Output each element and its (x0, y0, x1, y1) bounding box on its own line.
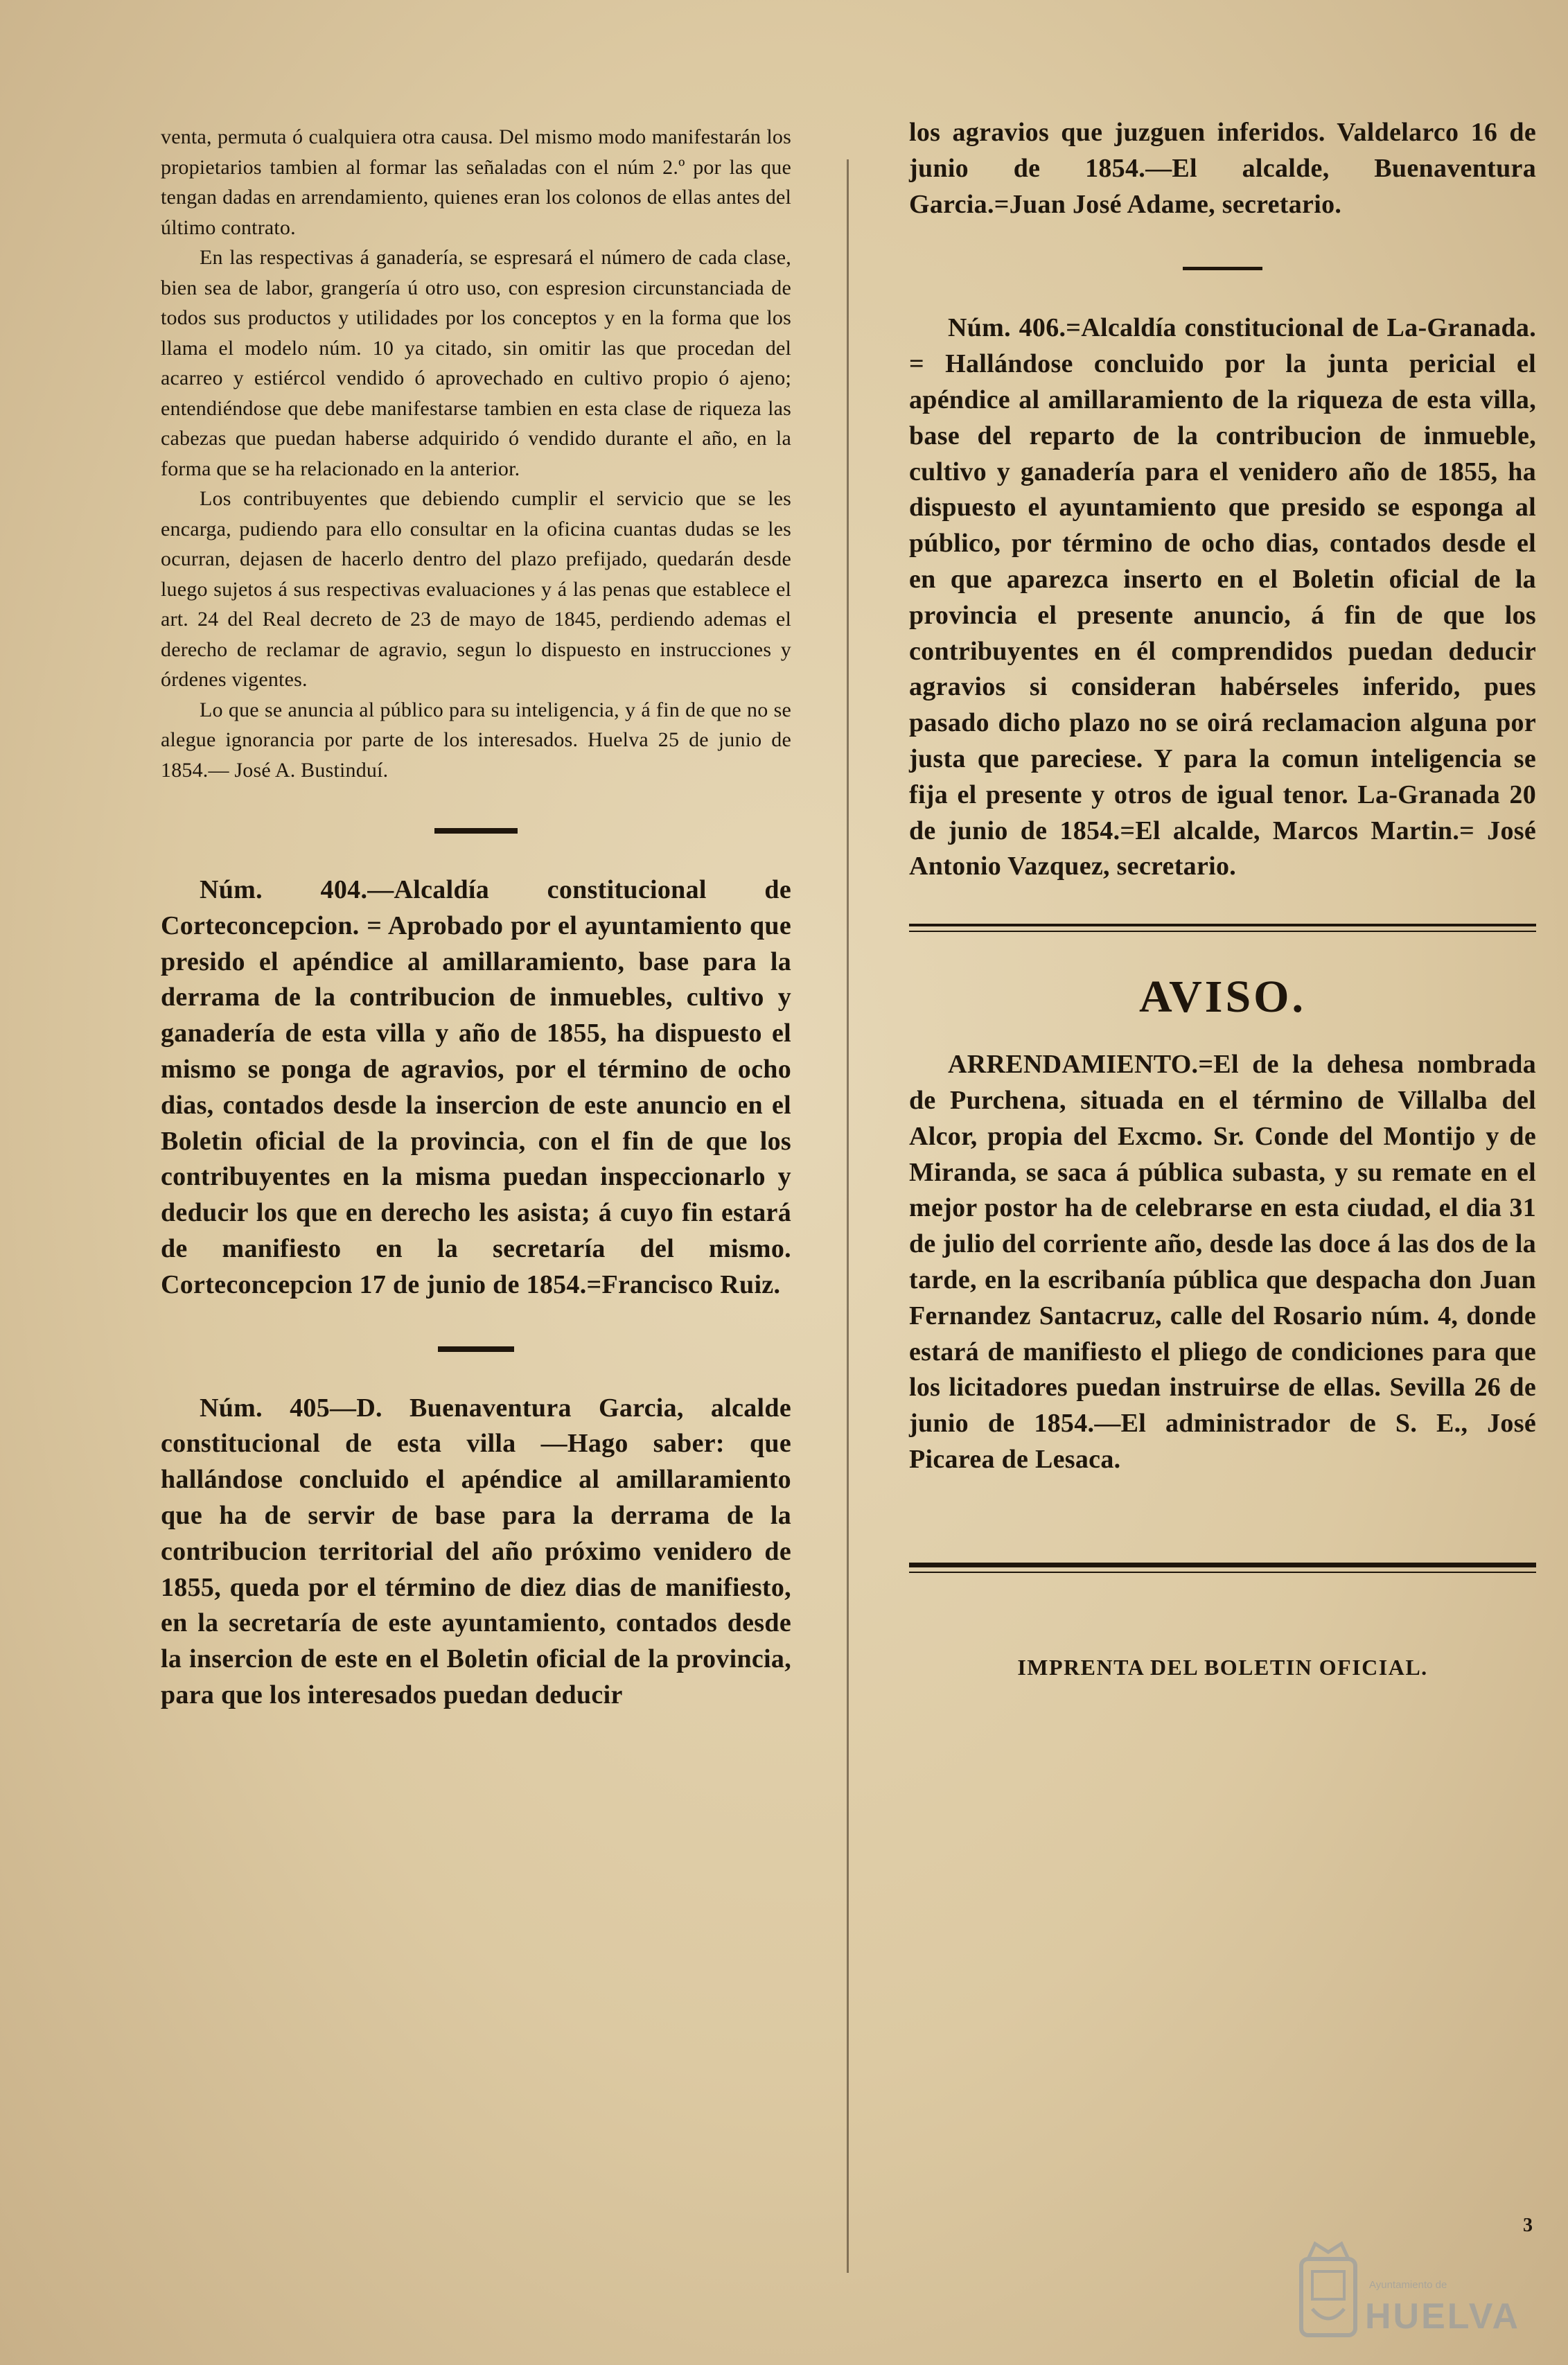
right-column (909, 115, 1536, 1680)
notice-404: Núm. 404.—Alcaldía constitucional de Corteconcepcion. = Aprobado por el ayuntamiento que presido el apéndice al amillaramiento, base para la derrama de la contribucion de inmuebles, cultivo y ganadería de esta villa y año de 1855, ha dispuesto el mismo se ponga de agravios, por el término de ocho dias, contados desde la insercion de este anuncio en el Boletin oficial de la provincia, con el fin de que los contribuyentes en la misma puedan inspeccionarlo y deducir los que en derecho les asista; á cuyo fin estará de manifiesto en la secretaría del mismo. Corteconcepcion 17 de junio de 1854.=Francisco Ruiz. (161, 875, 791, 1299)
huelva-watermark-logo (1287, 2231, 1537, 2349)
spacer (161, 785, 791, 828)
watermark-subtext: Ayuntamiento de (1369, 2279, 1447, 2291)
spacer (909, 1573, 1536, 1655)
paragraph-anuncio-huelva: Lo que se anuncia al público para su inteligencia, y á fin de que no se alegue ignorancia por parte de los interesados. Huelva 25 de junio de 1854.— José A. Bustinduí. (161, 698, 791, 782)
left-column (161, 122, 791, 1714)
crest-icon (1301, 2244, 1355, 2335)
aviso-heading: AVISO. (1138, 972, 1307, 1023)
paragraph-ganaderia: En las respectivas á ganadería, se espresará el número de cada clase, bien sea de labor, grangería ú otro uso, con espresion circunstanciada de todos sus productos y utilidades por los conceptos y en la forma que los llama el modelo núm. 10 ya citado, sin omitir las que procedan del acarreo y estiércol vendido ó aprovechado en cultivo propio ó ajeno; entendiéndose que debe manifestarse tambien en esta clase de riqueza las cabezas que puedan haberse adquirido ó vendido durante el año, en la forma que se ha relacionado en la anterior. (161, 246, 791, 480)
spacer (161, 834, 791, 872)
closing-double-rule (909, 1563, 1536, 1573)
page-number: 3 (1523, 2215, 1533, 2236)
spacer (909, 932, 1536, 971)
section-divider (434, 828, 518, 834)
aviso-arrendamiento: ARRENDAMIENTO.=El de la dehesa nombrada de Purchena, situada en el término de Villalba del Alcor, propia del Excmo. Sr. Conde del Montijo y de Miranda, se saca á pública subasta, y su remate en el mejor postor ha de celebrarse en esta ciudad, el dia 31 de julio del corriente año, desde las doce á las dos de la tarde, en la escribanía pública que despacha don Juan Fernandez Santacruz, calle del Rosario núm. 4, donde estará de manifiesto el pliego de condiciones para que los licitadores puedan instruirse de ellas. Sevilla 26 de junio de 1854.—El administrador de S. E., José Picarea de Lesaca. (909, 1050, 1536, 1474)
double-rule (909, 924, 1536, 932)
spacer (909, 222, 1536, 267)
section-divider (438, 1346, 514, 1352)
paragraph-contribuyentes: Los contribuyentes que debiendo cumplir el servicio que se les encarga, pudiendo para ello consultar en la oficina cuantas dudas se les ocurran, dejasen de hacerlo dentro del plazo prefijado, quedarán desde luego sujetos á sus respectivas evaluaciones y á las penas que establece el art. 24 del Real decreto de 23 de mayo de 1845, perdiendo ademas el derecho de reclamar de agravio, segun lo dispuesto en instrucciones y órdenes vigentes. (161, 487, 791, 691)
printer-imprint: IMPRENTA DEL BOLETIN OFICIAL. (1017, 1654, 1428, 1680)
notice-405: Núm. 405—D. Buenaventura Garcia, alcalde constitucional de esta villa —Hago saber: que hallándose concluido el apéndice al amillaramiento que ha de servir de base para la derrama de la contribucion territorial del año próximo venidero de 1855, queda por el término de diez dias de manifiesto, en la secretaría de este ayuntamiento, contados desde la insercion de este en el Boletin oficial de la provincia, para que los interesados puedan deducir (161, 1393, 791, 1709)
notice-405-continued: los agravios que juzguen inferidos. Valdelarco 16 de junio de 1854.—El alcalde, Buenaventura Garcia.=Juan José Adame, secretario. (909, 118, 1536, 219)
spacer (161, 1303, 791, 1346)
paragraph-venta: venta, permuta ó cualquiera otra causa. Del mismo modo manifestarán los propietarios tambien al formar las señaladas con el núm 2.º por las que tengan dadas en arrendamiento, quienes eran los colonos de ellas antes del último contrato. (161, 125, 791, 239)
watermark-text: HUELVA (1365, 2296, 1521, 2337)
spacer (909, 885, 1536, 924)
spacer (909, 1478, 1536, 1563)
notice-406: Núm. 406.=Alcaldía constitucional de La-Granada. = Hallándose concluido por la junta pericial el apéndice al amillaramiento de la riqueza de esta villa, base del reparto de la contribucion de inmueble, cultivo y ganadería para el venidero año de 1855, ha dispuesto el ayuntamiento que presido se esponga al público, por término de ocho dias, contados desde el en que aparezca inserto en el Boletin oficial de la provincia el presente anuncio, á fin de que los contribuyentes en él comprendidos puedan deducir agravios si consideran habérseles inferido, pues pasado dicho plazo no se oirá reclamacion alguna por justa que pareciese. Y para la comun inteligencia se fija el presente y otros de igual tenor. La-Granada 20 de junio de 1854.=El alcalde, Marcos Martin.= José Antonio Vazquez, secretario. (909, 313, 1536, 881)
spacer (161, 1352, 791, 1391)
spacer (909, 1023, 1536, 1047)
spacer (909, 270, 1536, 310)
column-rule (847, 159, 849, 2273)
